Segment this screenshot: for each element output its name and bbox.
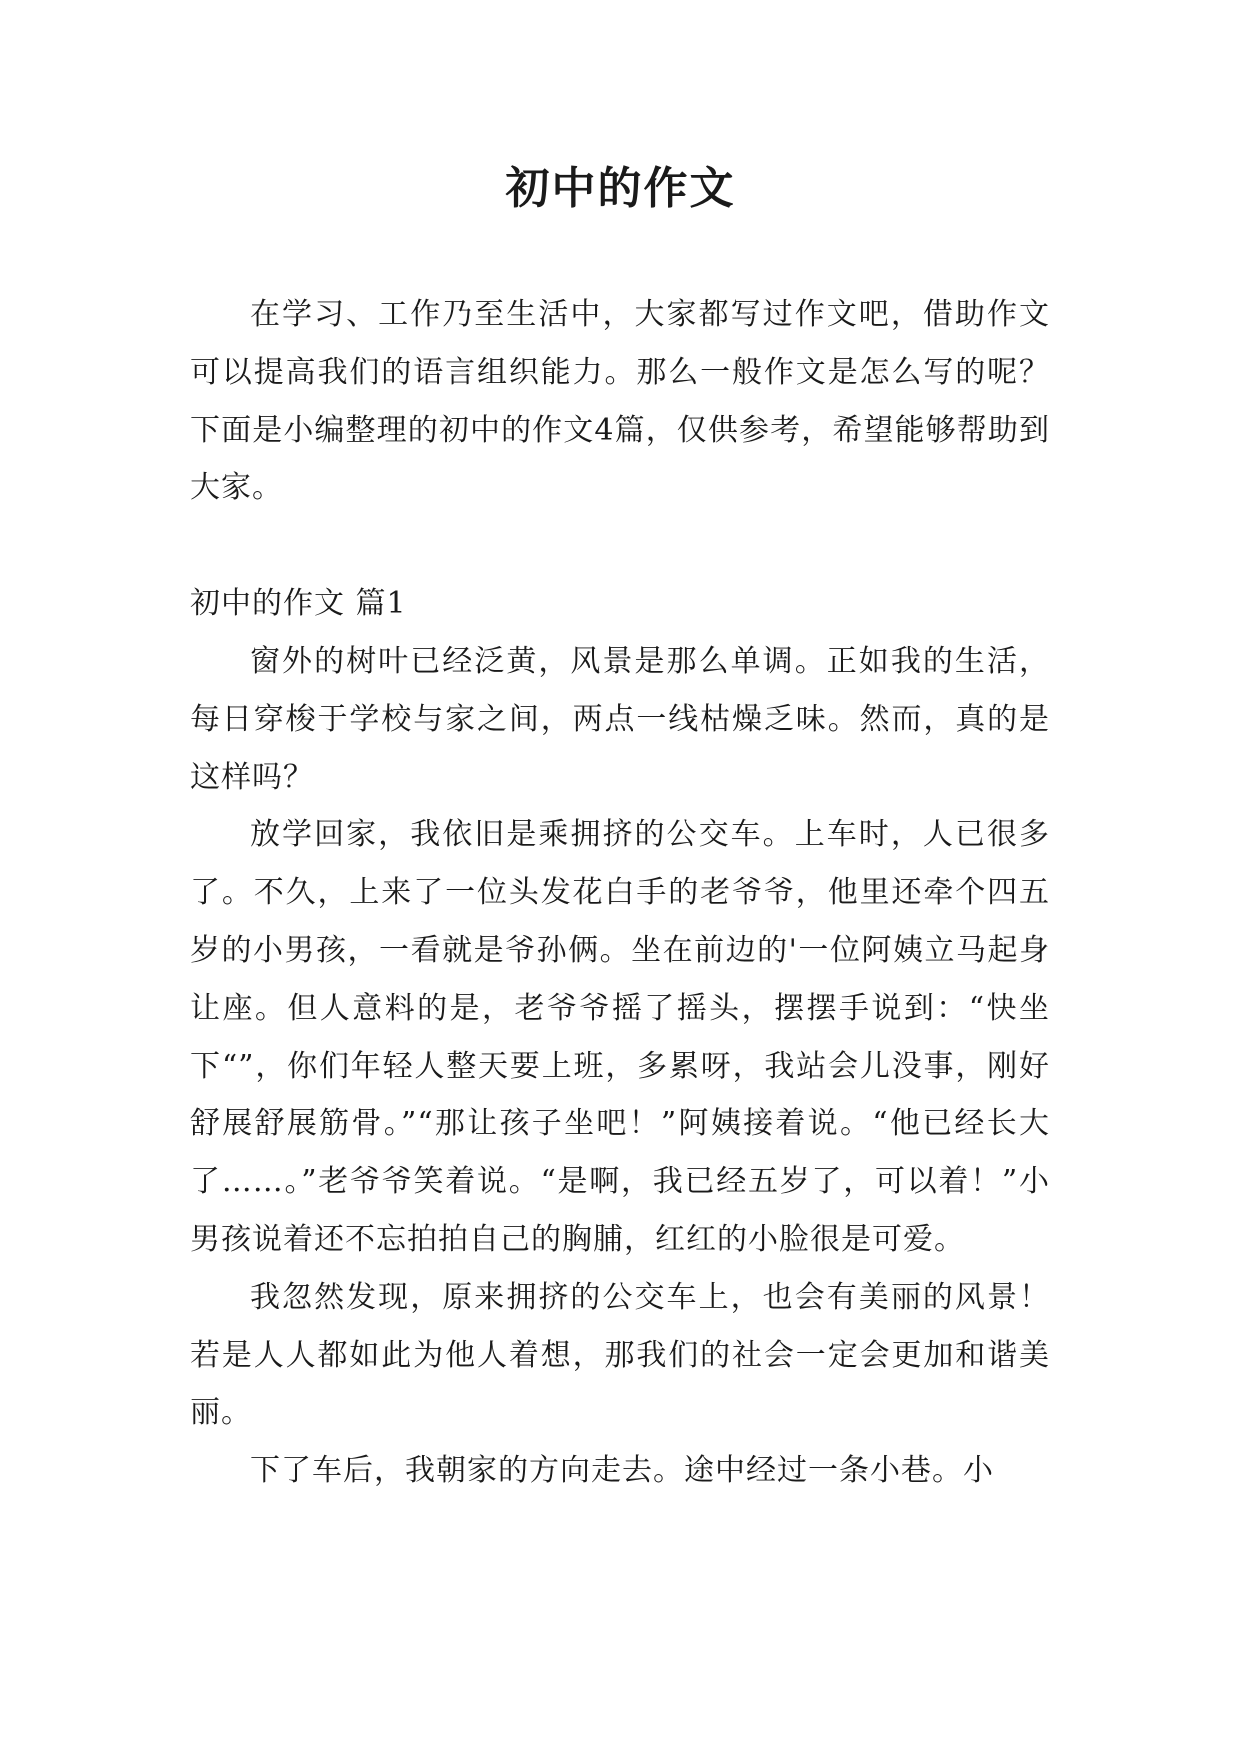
- body-paragraph: 窗外的树叶已经泛黄，风景是那么单调。正如我的生活，每日穿梭于学校与家之间，两点一线枯燥乏味。然而，真的是这样吗？: [190, 643, 1050, 795]
- document-body: [190, 286, 1050, 1500]
- section-heading: 初中的作文 篇1: [190, 586, 407, 622]
- body-paragraph: 我忽然发现，原来拥挤的公交车上，也会有美丽的风景！若是人人都如此为他人着想，那我们的社会一定会更加和谐美丽。: [190, 1279, 1050, 1431]
- body-paragraph: 下了车后，我朝家的方向走去。途中经过一条小巷。小: [250, 1453, 994, 1489]
- document-title: 初中的作文: [505, 163, 736, 214]
- body-paragraph: 放学回家，我依旧是乘拥挤的公交车。上车时，人已很多了。不久，上来了一位头发花白手的老爷爷，他里还牵个四五岁的小男孩，一看就是爷孙俩。坐在前边的'一位阿姨立马起身让座。但人意料的是，老爷爷摇了摇头，摆摆手说到：“快坐下“”，你们年轻人整天要上班，多累呀，我站会儿没事，刚好舒展舒展筋骨。”“那让孩子坐吧！”阿姨接着说。“他已经长大了……。”老爷爷笑着说。“是啊，我已经五岁了，可以着！”小男孩说着还不忘拍拍自己的胸脯，红红的小脸很是可爱。: [190, 817, 1050, 1257]
- intro-paragraph: 在学习、工作乃至生活中，大家都写过作文吧，借助作文可以提高我们的语言组织能力。那么一般作文是怎么写的呢？下面是小编整理的初中的作文4篇，仅供参考，希望能够帮助到大家。: [190, 297, 1050, 506]
